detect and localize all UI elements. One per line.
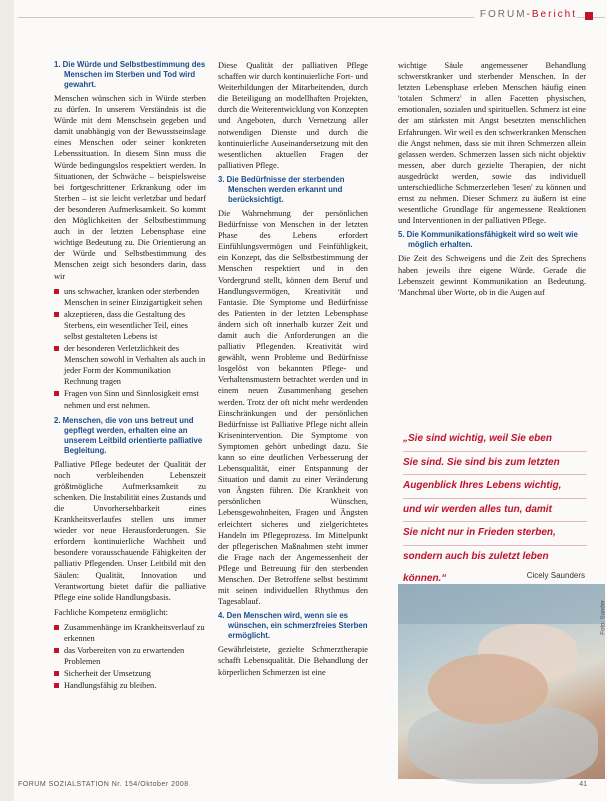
photo-area	[398, 584, 605, 624]
list-item: das Vorbereiten von zu erwartenden Problemen	[54, 645, 206, 667]
list-item: Handlungsfähig zu bleiben.	[54, 680, 206, 691]
quote-line: Augenblick Ihres Lebens wichtig,	[403, 475, 587, 499]
page-left-margin	[0, 0, 14, 801]
quote-line: und wir werden alles tun, damit	[403, 499, 587, 523]
section-label-accent: -Bericht	[526, 9, 577, 20]
quote-line: sondern auch bis zuletzt leben können.“	[403, 546, 587, 592]
list-item: Sicherheit der Umsetzung	[54, 668, 206, 679]
paragraph: Die Wahrnehmung der persönlichen Bedürfnisse von Menschen in der letzten Phase des Lebens erfordert Einfühlungsvermögen und Feinfühligkeit, ein Konzept, das die Selbstbestimmung der Menschen respektiert und in den Vordergrund stellt, können dem Beruf und Handlungsvermögen, Kreativität und Fantasie. Die Symptome und Bedürfnisse des Patienten in der letzten Lebensphase ändern sich oft innerhalb kurzer Zeit und damit auch die Anforderungen an die palliativ Pflegenden. Kreativität wird gewählt, wenn Probleme und Bedürfnisse losgelöst von bekannten Pflege- und Verhaltensmustern betrachtet werden und in einem neuen Zusammenhang gesehen werden. Trotz der oft nicht mehr werdenden Einschränkungen und der persönlichen Bedürfnisse ist Palliative Pflege nicht allein Krisenintervention. Die Symptome von Symptomen gehört unbedingt dazu. Sie kann so eine deutlichen Verbesserung der Lebensqualität, einer Entspannung der Situation und damit zu einer Veränderung von Ängsten führen. Die Krankheit von persönlichen Wünschen, Lebensgewohnheiten, Fragen und Ängsten erleichtert sicheres und zielgerichtetes Handeln im Pflegeprozess. Im Mittelpunkt der pflegerischen Maßnahmen steht immer die Frage nach der Angemessenheit der Pflege und Betreuung für den sterbenden Menschen. Der Betroffene selbst bestimmt mit seinen individuellen Rhythmus den Tagesablauf.	[218, 208, 368, 607]
heading-2: 2. Menschen, die von uns betreut und gepflegt werden, erhalten eine an unserem Leitbild orientierte palliative Begleitung.	[54, 415, 203, 455]
section-label-main: FORUM	[479, 9, 527, 20]
quote-line: „Sie sind wichtig, weil Sie eben	[403, 428, 587, 452]
bullet-list-1	[54, 286, 206, 411]
column-1	[54, 60, 206, 697]
footer-publication: FORUM SOZIALSTATION Nr. 154/Oktober 2008	[18, 781, 189, 788]
heading-3: 3. Die Bedürfnisse der sterbenden Menschen werden erkannt und berücksichtigt.	[218, 174, 345, 204]
heading-5: 5. Die Kommunikationsfähigkeit wird so weit wie möglich erhalten.	[398, 230, 578, 250]
section-label	[474, 9, 577, 20]
list-item: der besonderen Verletzlichkeit des Menschen sowohl in Verhalten als auch in jeder Form der Kommunikation Rechnung tragen	[54, 343, 206, 387]
quote-line: Sie nicht nur in Frieden sterben,	[403, 522, 587, 546]
heading-1: 1. Die Würde und Selbstbestimmung des Menschen im Sterben und Tod wird gewahrt.	[54, 60, 206, 89]
pull-quote	[403, 428, 587, 592]
photo-area	[428, 654, 548, 724]
list-item: uns schwacher, kranken oder sterbenden Menschen in seiner Einzigartigkeit sehen	[54, 286, 206, 308]
photo-hands	[398, 584, 605, 779]
heading-4: 4. Den Menschen wird, wenn sie es wünschen, ein schmerzfreies Sterben ermöglicht.	[218, 611, 368, 641]
list-item: Zusammenhänge im Krankheitsverlauf zu erkennen	[54, 622, 206, 644]
page-number: 41	[579, 781, 587, 788]
paragraph: wichtige Säule angemessener Behandlung schwerstkranker und sterbender Menschen. In der letzten Lebensphase erleben Menschen häufig einen 'totalen Schmerz' in allen Facetten physischen, emotionalen, sozialen und spirituellen. Schmerz ist eine der am stärksten mit Angst besetzten menschlichen Erfahrungen. Wir weil es den schwerkranken Menschen die Angst nehmen, dass sie mit ihren Schmerzen allein gelassen werden. Schmerzen lassen sich nicht objektiv messen, aber durch gezielte Therapien, der nicht ausgedrückt werden, sowie das individuell unterschiedliche Schmerzerleben 'lesen' zu können und ernst zu nehmen. Dieser Schmerz zu äußern ist eine wesentliche Grundlage für angemessene Reaktionen und Interventionen in der palliativen Pflege.	[398, 61, 586, 226]
list-item: akzeptieren, dass die Gestaltung des Sterbens, ein wesentlicher Teil, eines selbst gestalteten Lebens ist	[54, 309, 206, 342]
quote-line: Sie sind. Sie sind bis zum letzten	[403, 452, 587, 476]
photo-credit: Foto: Sander	[601, 600, 607, 635]
column-2	[218, 60, 368, 682]
quote-author: Cicely Saunders	[526, 571, 585, 580]
paragraph: Die Zeit des Schweigens und die Zeit des Sprechens haben jeweils ihre eigene Würde. Gerade die Lebenszeit gewinnt Kommunikation an Bedeutung. 'Manchmal über Worte, ob in die Augen auf	[398, 254, 586, 297]
column-3	[398, 60, 586, 302]
header-square-icon	[585, 12, 593, 20]
bullet-list-2	[54, 622, 206, 692]
paragraph: Gewährleistete, gezielte Schmerztherapie schafft Lebensqualität. Die Behandlung der körperlichen Schmerzen ist eine	[218, 645, 368, 677]
paragraph: Menschen wünschen sich in Würde sterben zu dürfen. In unserem Verständnis ist die Würde mit dem Menschsein gegeben und damit unabhängig von der Bewusstseinslage eines Menschen oder seiner konkreten Lebenssituation. In diesem Sinn muss die Würde bedingungslos respektiert werden. In Situationen, der Schwäche – beispielsweise bei fortgeschrittener Erkrankung oder im Sterben – ist sie leicht verletzbar und bedarf der besonderen Aufmerksamkeit. So kommt den Möglichkeiten der Selbstbestimmung auch in der letzten Lebensphase eine wichtige Bedeutung zu. Die Orientierung an der Würde und Selbstbestimmung des Menschen zeigt sich besonders darin, dass wir	[54, 94, 206, 281]
paragraph: Palliative Pflege bedeutet der Qualität der noch verbleibenden Lebenszeit größtmögliche Aufmerksamkeit zu schenken. Die Instabilität eines Zustands und die Unvorhersehbarkeit eines Krankheitsverlaufes stellen uns immer wieder vor neue Herausforderungen. Sie erfordern kontinuierliche Wachheit und besondere vorausschauende Fähigkeiten der palliativ Pflegenden. Unser Leitbild mit den Säulen: Qualität, Innovation und Verantwortung bietet dafür die palliative Pflege eine solide Handlungsbasis.	[54, 459, 206, 602]
list-item: Fragen von Sinn und Sinnlosigkeit ernst nehmen und erst nehmen.	[54, 388, 206, 410]
paragraph: Diese Qualität der palliativen Pflege schaffen wir durch kontinuierliche Fort- und Weiterbildungen der Mitarbeitenden, durch die Beteiligung an modellhaften Projekten, durch die Weiterentwicklung von Konzepten und Angeboten, durch Vernetzung aller notwendigen Dienste und durch die kontinuierliche Auseinandersetzung mit den wesentlichen aktuellen Fragen der palliativen Pflege.	[218, 61, 368, 170]
paragraph: Fachliche Kompetenz ermöglicht:	[54, 607, 168, 617]
